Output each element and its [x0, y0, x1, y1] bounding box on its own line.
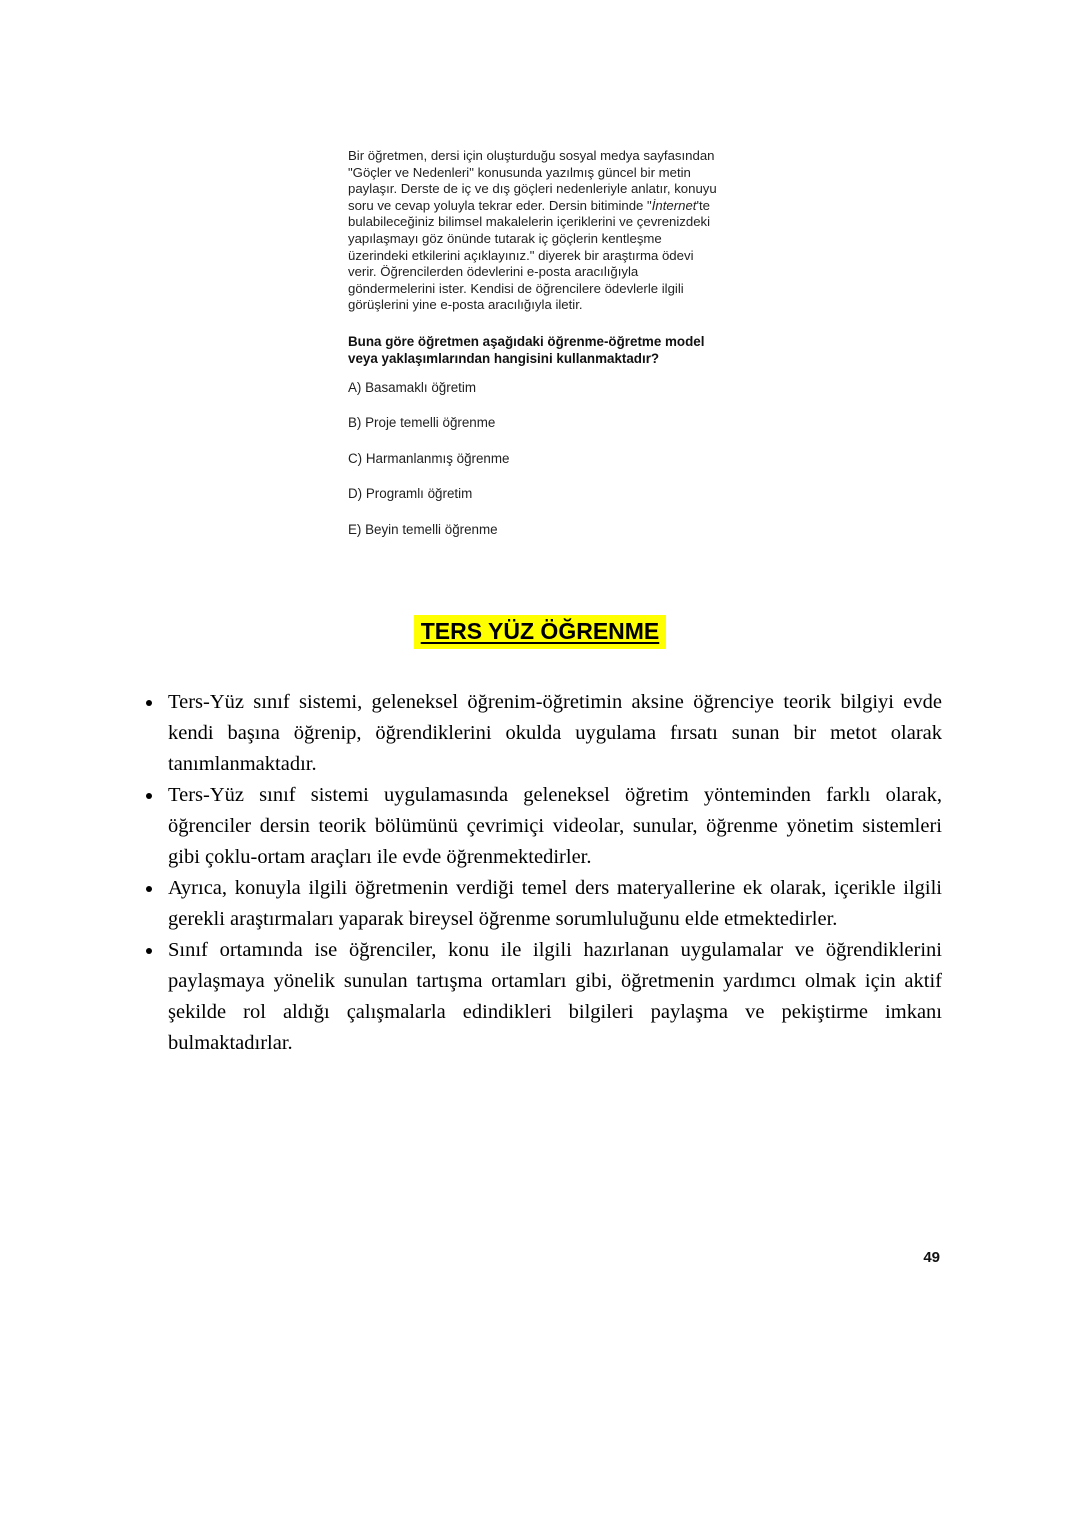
- section-heading: TERS YÜZ ÖĞRENME: [414, 615, 667, 649]
- bullet-item: [145, 780, 942, 873]
- section-heading-row: [0, 618, 1080, 645]
- bullet-text: Ters-Yüz sınıf sistemi, geleneksel öğrenim-öğretimin aksine öğrenciye teorik bilgiyi evde kendi başına öğrenip, öğrendiklerini okulda uygulama fırsatı sunan bir metot olarak tanımlanmaktadır.: [168, 691, 942, 775]
- bullet-icon: [146, 793, 152, 799]
- scenario-text: Bir öğretmen, dersi için oluşturduğu sosyal medya sayfasından "Göçler ve Nedenleri" konusunda yazılmış güncel bir metin paylaşır. Derste de iç ve dış göçleri nedenleriyle anlatır, konuyu soru ve cevap yoluyla tekrar eder. Dersin bitiminde ": [348, 148, 717, 213]
- question-scenario: [348, 148, 722, 314]
- page-number: 49: [923, 1249, 940, 1266]
- bullet-item: [145, 935, 942, 1059]
- option-e: E) Beyin temelli öğrenme: [348, 521, 498, 537]
- scenario-italic-word: İnternet: [651, 197, 697, 213]
- bullet-text: Sınıf ortamında ise öğrenciler, konu ile ilgili hazırlanan uygulamalar ve öğrendiklerini paylaşmaya yönelik sunulan tartışma ortamları gibi, öğretmenin yardımcı olmak için aktif şekilde rol aldığı çalışmalarla edindikleri bilgileri paylaşma ve pekiştirme imkanı bulmaktadırlar.: [168, 939, 942, 1054]
- bullet-item: [145, 687, 942, 780]
- bullet-item: [145, 873, 942, 935]
- options-list: [348, 380, 722, 539]
- option-c: C) Harmanlanmış öğrenme: [348, 450, 510, 466]
- exam-question-block: [348, 148, 722, 557]
- question-stem: Buna göre öğretmen aşağıdaki öğrenme-öğretme model veya yaklaşımlarından hangisini kullanmaktadır?: [348, 333, 705, 366]
- option-b: B) Proje temelli öğrenme: [348, 415, 496, 431]
- bullet-list: [145, 687, 942, 1059]
- bullet-icon: [146, 948, 152, 954]
- bullet-icon: [146, 886, 152, 892]
- bullet-icon: [146, 700, 152, 706]
- bullet-text: Ayrıca, konuyla ilgili öğretmenin verdiği temel ders materyallerine ek olarak, içerikle ilgili gerekli araştırmaları yaparak bireysel öğrenme sorumluluğunu elde etmektedirler.: [168, 877, 942, 930]
- option-a: A) Basamaklı öğretim: [348, 379, 476, 395]
- scenario-text-continued: 'te bulabileceğiniz bilimsel makalelerin içeriklerini ve çevrenizdeki yapılaşmayı göz önünde tutarak iç göçlerin kentleşme üzerindeki etkilerini açıklayınız." diyerek bir araştırma ödevi verir. Öğrencilerden ödevlerini e-posta aracılığıyla göndermelerini ister. Kendisi de öğrencilere ödevlerle ilgili görüşlerini yine e-posta aracılığıyla iletir.: [348, 197, 711, 313]
- bullet-text: Ters-Yüz sınıf sistemi uygulamasında geleneksel öğretim yönteminden farklı olarak, öğrenciler dersin teorik bölümünü çevrimiçi videolar, sunular, öğrenme yönetim sistemleri gibi çoklu-ortam araçları ile evde öğrenmektedirler.: [168, 784, 942, 868]
- option-d: D) Programlı öğretim: [348, 486, 473, 502]
